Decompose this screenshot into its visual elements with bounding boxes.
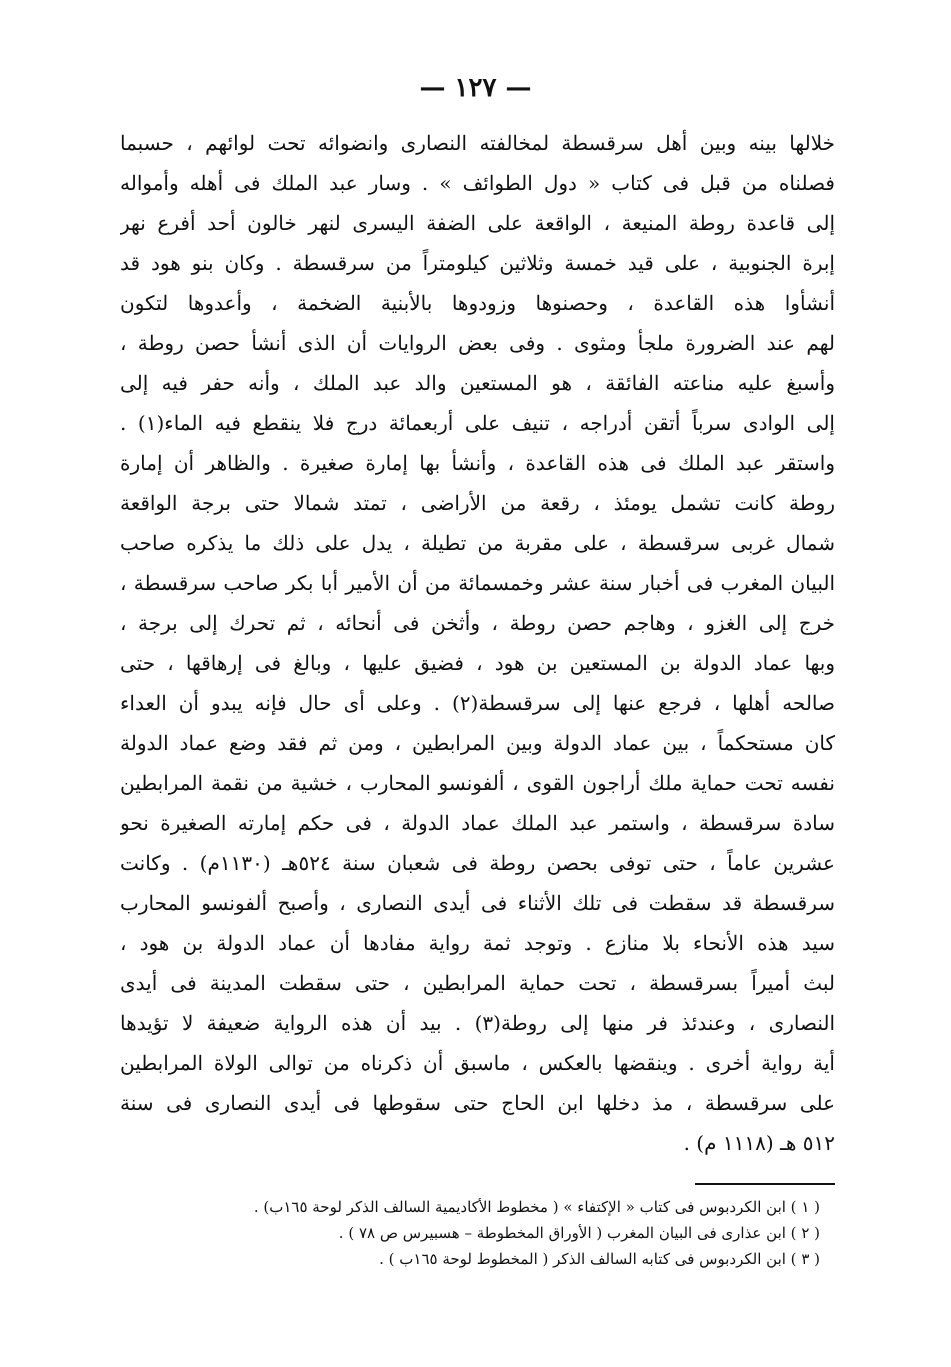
footnotes <box>120 1194 820 1272</box>
text-line: خلالها بينه وبين أهل سرقسطة لمخالفته النصارى وانضوائه تحت لوائهم ، حسبما <box>120 131 835 155</box>
text-line: وأسبغ عليه مناعته الفائقة ، هو المستعين والد عبد الملك ، وأنه حفر فيه إلى <box>120 371 835 395</box>
text-line: إلى قاعدة روطة المنيعة ، الواقعة على الضفة اليسرى لنهر خالون أحد أفرع نهر <box>120 211 835 235</box>
text-line: إلى الوادى سرباً أتقن أدراجه ، تنيف على أربعمائة درج فلا ينقطع فيه الماء(١) . <box>120 411 835 435</box>
text-line: كان مستحكماً ، بين عماد الدولة وبين المرابطين ، ومن ثم فقد وضع عماد الدولة <box>120 731 835 755</box>
text-line: فصلناه من قبل فى كتاب « دول الطوائف » . وسار عبد الملك فى أهله وأمواله <box>120 171 835 195</box>
footnote-2: ( ٢ ) ابن عذارى فى البيان المغرب ( الأوراق المخطوطة – هسبيرس ص ٧٨ ) . <box>338 1224 820 1242</box>
text-line: البيان المغرب فى أخبار سنة عشر وخمسمائة من أن الأمير أبا بكر صاحب سرقسطة ، <box>120 571 835 595</box>
text-line: أنشأوا هذه القاعدة ، وحصنوها وزودوها بالأبنية الضخمة ، وأعدوها لتكون <box>120 291 835 315</box>
text-line: لهم عند الضرورة ملجأ ومثوى . وفى بعض الروايات أن الذى أنشأ حصن روطة ، <box>120 331 835 355</box>
text-line: واستقر عبد الملك فى هذه القاعدة ، وأنشأ بها إمارة صغيرة . والظاهر أن إمارة <box>120 451 835 475</box>
text-line: شمال غربى سرقسطة ، على مقربة من تطيلة ، يدل على ذلك ما يذكره صاحب <box>120 531 835 555</box>
text-line: سادة سرقسطة ، واستمر عبد الملك عماد الدولة ، فى حكم إمارته الصغيرة نحو <box>120 811 835 835</box>
text-line: صالحه أهلها ، فرجع عنها إلى سرقسطة(٢) . وعلى أى حال فإنه يبدو أن العداء <box>120 691 835 715</box>
footnote-separator <box>695 1183 835 1185</box>
text-line: عشرين عاماً ، حتى توفى بحصن روطة فى شعبان سنة ٥٢٤هـ (١١٣٠م) . وكانت <box>120 851 835 875</box>
text-line: خرج إلى الغزو ، وهاجم حصن روطة ، وأثخن فى أنحائه ، ثم تحرك إلى برجة ، <box>120 611 835 635</box>
text-line: سرقسطة قد سقطت فى تلك الأثناء فى أيدى النصارى ، وأصبح ألفونسو المحارب <box>120 891 835 915</box>
text-line: سيد هذه الأنحاء بلا منازع . وتوجد ثمة رواية مفادها أن عماد الدولة بن هود ، <box>120 931 835 955</box>
text-line-last: ٥١٢ هـ (١١١٨ م) . <box>683 1131 835 1155</box>
text-line: نفسه تحت حماية ملك أراجون القوى ، ألفونسو المحارب ، خشية من نقمة المرابطين <box>120 771 835 795</box>
footnote-1: ( ١ ) ابن الكردبوس فى كتاب « الإكتفاء » ( مخطوط الأكاديمية السالف الذكر لوحة ١٦٥ب) . <box>253 1198 820 1216</box>
text-line: على سرقسطة ، مذ دخلها ابن الحاج حتى سقوطها فى أيدى النصارى فى سنة <box>120 1091 835 1115</box>
text-line: لبث أميراً بسرقسطة ، تحت حماية المرابطين ، حتى سقطت المدينة فى أيدى <box>120 971 835 995</box>
text-line: روطة كانت تشمل يومئذ ، رقعة من الأراضى ، تمتد شمالا حتى برجة الواقعة <box>120 491 835 515</box>
text-line: إبرة الجنوبية ، على قيد خمسة وثلاثين كيلومتراً من سرقسطة . وكان بنو هود قد <box>120 251 835 275</box>
footnote-3: ( ٣ ) ابن الكردبوس فى كتابه السالف الذكر ( المخطوط لوحة ١٦٥ب ) . <box>379 1250 820 1268</box>
text-line: النصارى ، وعندئذ فر منها إلى روطة(٣) . بيد أن هذه الرواية ضعيفة لا تؤيدها <box>120 1011 835 1035</box>
page-number: — ١٢٧ — <box>419 73 532 103</box>
text-line: وبها عماد الدولة بن المستعين بن هود ، فضيق عليها ، وبالغ فى إرهاقها ، حتى <box>120 651 835 675</box>
text-line: أية رواية أخرى . وينقضها بالعكس ، ماسبق أن ذكرناه من توالى الولاة المرابطين <box>120 1051 835 1075</box>
body-text <box>120 123 835 1163</box>
